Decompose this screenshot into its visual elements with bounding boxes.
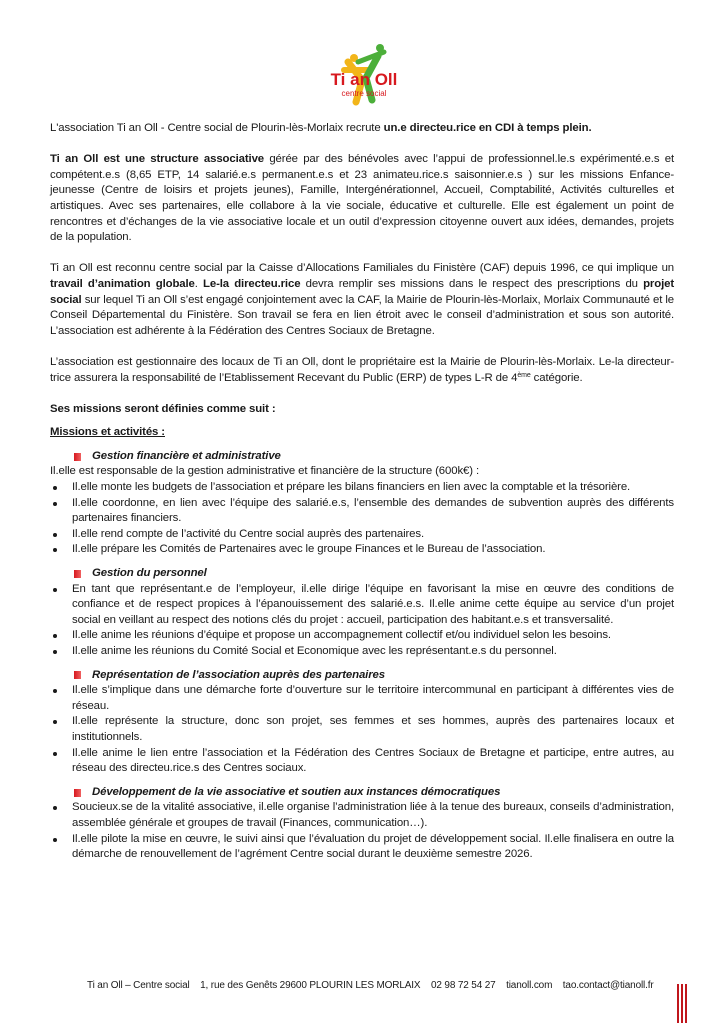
job-title: un.e directeu.rice en CDI à temps plein. [383, 122, 592, 134]
list-item: Il.elle prépare les Comités de Partenaires avec le groupe Finances et le Bureau de l’association. [50, 542, 674, 558]
logo-figures-icon [326, 40, 402, 106]
section-heading: Gestion du personnel [74, 566, 674, 582]
premises-paragraph: L’association est gestionnaire des locaux de Ti an Oll, dont le propriétaire est la Mairie de Plourin-lès-Morlaix. Le-la directeur-trice assurera la responsabilité de l’Etablissement Recevant du Public (ERP) de types L-R de 4ème catégorie. [50, 355, 674, 384]
list-item: Il.elle rend compte de l’activité du Centre social auprès des partenaires. [50, 527, 674, 543]
footer-address: 1, rue des Genêts 29600 PLOURIN LES MORLAIX [200, 980, 421, 991]
section-associative-life [50, 785, 674, 863]
red-square-bullet-icon [74, 671, 81, 679]
missions-intro: Ses missions seront définies comme suit : [50, 402, 276, 415]
list-item: En tant que représentant.e de l’employeur, il.elle dirige l’équipe en favorisant la mise en œuvre des conditions de confiance et de respect propices à l’épanouissement des salarié.e.s. Il.elle anime cette équipe au service d’un projet social en veillant au respect des notions clés du projet : accueil, participation des habitant.e.s et transversalité. [50, 582, 674, 629]
footer-email[interactable]: tao.contact@tianoll.fr [562, 980, 654, 991]
svg-text:centre social: centre social [341, 89, 387, 98]
footer [87, 980, 654, 991]
list-item: Il.elle anime les réunions d’équipe et propose un accompagnement collectif et/ou individuel selon les besoins. [50, 628, 674, 644]
list-item: Il.elle anime les réunions du Comité Social et Economique avec les représentant.e.s du personnel. [50, 644, 674, 660]
structure-paragraph: Ti an Oll est une structure associative gérée par des bénévoles avec l’appui de professionnel.le.s expérimenté.e.s et compétent.e.s (8,65 ETP, 14 salarié.e.s permanent.e.s et 23 animateu.rice.s saisonnier.e.s ) sur les missions Enfance-jeunesse (Centre de loisirs et projets jeunes), Famille, Intergénérationnel, Accueil, Comptabilité, Activités culturelles et artistiques. Avec ses partenaires, elle collabore à la vie sociale, éducative et culturelle. Elle est également un point de rencontres et d’échanges de la vie associative locale et un outil d’expression citoyenne ouvert aux idées, demandes, projets de la population. [50, 153, 674, 244]
footer-phone: 02 98 72 54 27 [430, 980, 496, 991]
list-item: Soucieux.se de la vitalité associative, il.elle organise l’administration liée à la tenue des bureaux, conseils d’administration, assemblée générale et groupes de travail (Finances, communication…). [50, 800, 674, 831]
document-body [50, 121, 674, 863]
caf-paragraph: Ti an Oll est reconnu centre social par la Caisse d’Allocations Familiales du Finistère (CAF) depuis 1996, ce qui implique un travail d’animation globale. Le-la directeu.rice devra remplir ses missions dans le respect des prescriptions du projet social sur lequel Ti an Oll s’est engagé conjointement avec la CAF, la Mairie de Plourin-lès-Morlaix, Morlaix Communauté et le Conseil Départemental du Finistère. Son travail se fera en lien étroit avec le conseil d’administration et sous son autorité. L’association est adhérente à la Fédération des Centres Sociaux de Bretagne. [50, 262, 675, 337]
footer-website[interactable]: tianoll.com [506, 980, 553, 991]
svg-text:Ti an Oll: Ti an Oll [330, 70, 398, 89]
list-item: Il.elle représente la structure, donc son projet, ses femmes et ses hommes, auprès des partenaires locaux et institutionnels. [50, 714, 674, 745]
list-item: Il.elle s’implique dans une démarche forte d’ouverture sur le territoire intercommunal en participant à différentes vies de réseau. [50, 683, 674, 714]
red-square-bullet-icon [74, 789, 81, 797]
missions-title: Missions et activités : [50, 426, 165, 439]
section-heading: Développement de la vie associative et soutien aux instances démocratiques [74, 785, 674, 801]
list-item: Il.elle monte les budgets de l’association et prépare les bilans financiers en lien avec la comptable et la trésorière. [50, 480, 674, 496]
list-item: Il.elle pilote la mise en œuvre, le suivi ainsi que l’évaluation du projet de développement social. Il.elle finalisera en outre la démarche de renouvellement de l’agrément Centre social durant le deuxième semestre 2026. [50, 832, 674, 863]
red-bars-decoration-icon [677, 984, 687, 1023]
red-square-bullet-icon [74, 570, 81, 578]
section-finance: Gestion financière et administrative Il.elle est responsable de la gestion administrative et financière de la structure (600k€) : Il.elle monte les budgets de l’association et prépare les bilans financiers en lien avec la comptable et la trésorière. Il.elle coordonne, en lien avec l’équipe des salarié.e.s, l’ensemble des demandes de subvention auprès des différents partenaires financiers. Il.elle rend compte de l’activité du Centre social auprès des partenaires. Il.elle prépare les Comités de Partenaires avec le groupe Finances et le Bureau de l’association. [50, 449, 674, 558]
logo [326, 40, 402, 106]
section-heading: Représentation de l’association auprès des partenaires [74, 668, 674, 684]
intro-paragraph: L'association Ti an Oll - Centre social de Plourin-lès-Morlaix recrute un.e directeu.rice en CDI à temps plein. [50, 122, 592, 134]
section-heading: Gestion financière et administrative [74, 449, 674, 465]
footer-org: Ti an Oll – Centre social [87, 980, 190, 991]
red-square-bullet-icon [74, 453, 81, 461]
list-item: Il.elle anime le lien entre l’association et la Fédération des Centres Sociaux de Bretagne et participe, entre autres, au réseau des directeu.rice.s des Centres sociaux. [50, 746, 674, 777]
section-representation [50, 668, 674, 777]
section-personnel [50, 566, 674, 660]
list-item: Il.elle coordonne, en lien avec l’équipe des salarié.e.s, l’ensemble des demandes de subvention auprès des différents partenaires financiers. [50, 496, 674, 527]
